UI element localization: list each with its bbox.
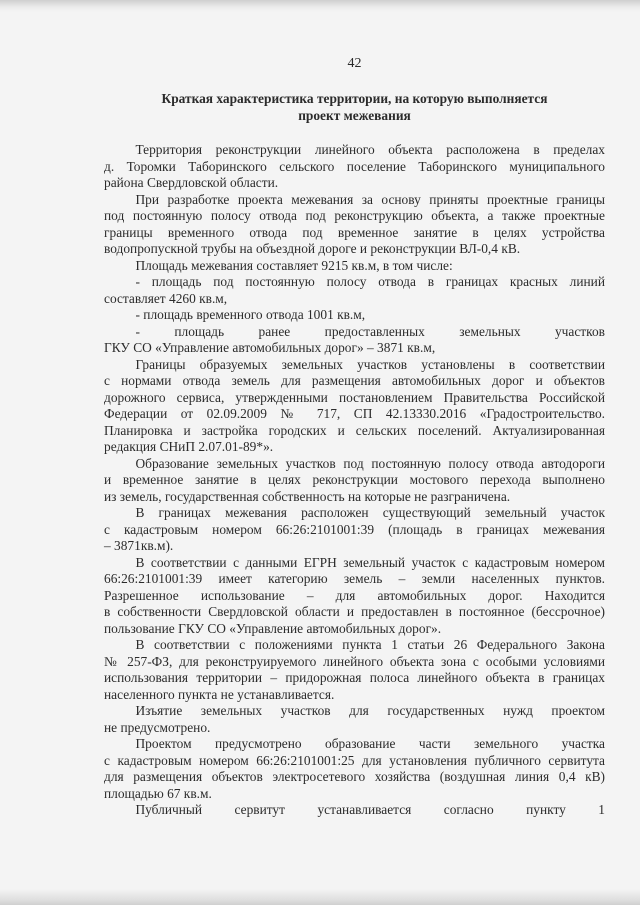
paragraph-line: Границы образуемых земельных участков установлены в соответствии	[135, 356, 605, 372]
paragraph-line: и временное занятие в целях реконструкции мостового перехода выполнено	[104, 472, 605, 487]
paragraph-line: Изъятие земельных участков для государственных нужд проектом	[135, 703, 605, 718]
paragraph-line: - площадь под постоянную полосу отвода в границах красных линий	[135, 274, 605, 289]
paragraph-line: под постоянную полосу отвода под реконструкцию объекта, а также проектные	[104, 208, 605, 223]
paragraph-line: границы временного отвода под временное занятие в целях устройства	[104, 224, 605, 240]
scan-bottom-shadow	[0, 889, 640, 905]
paragraph-line: При разработке проекта межевания за основу приняты проектные границы	[135, 191, 605, 207]
paragraph-line: 66:26:2101001:39 имеет категорию земель – земли населенных пунктов.	[104, 571, 605, 586]
paragraph-line: Публичный сервитут устанавливается согласно пункту 1	[135, 802, 605, 817]
paragraph-line: с кадастровым номером 66:26:2101001:39 (площадь в границах межевания	[104, 521, 605, 537]
paragraph-line: использования территории – придорожная полоса линейного объекта в границах	[104, 670, 605, 685]
paragraph-line: с нормами отвода земель для размещения автомобильных дорог и объектов	[104, 373, 605, 388]
paragraph-line: дорожного сервиса, утвержденными постановлением Правительства Российской	[104, 389, 605, 405]
paragraph-line: пользование ГКУ СО «Управление автомобильных дорог».	[104, 620, 442, 636]
paragraph-line: Площадь межевания составляет 9215 кв.м, в том числе:	[135, 257, 453, 273]
paragraph-line: в собственности Свердловской области и предоставлен в постоянное (бессрочное)	[104, 604, 605, 619]
paragraph-line: площадью 67 кв.м.	[104, 785, 212, 801]
paragraph-line: - площадь ранее предоставленных земельных участков	[135, 323, 605, 339]
paragraph-line: - площадь временного отвода 1001 кв.м,	[135, 307, 366, 322]
paragraph-line: Территория реконструкции линейного объекта расположена в пределах	[135, 142, 605, 157]
title-line: Краткая характеристика территории, на которую выполняется	[161, 91, 548, 106]
document-page	[104, 56, 605, 819]
paragraph-line: составляет 4260 кв.м,	[104, 290, 228, 306]
page-title	[104, 91, 605, 124]
title-line: проект межевания	[298, 107, 411, 123]
paragraph-line: № 257-ФЗ, для реконструируемого линейного объекта зона с особыми условиями	[104, 653, 605, 669]
paragraph-line: ГКУ СО «Управление автомобильных дорог» – 3871 кв.м,	[104, 340, 436, 355]
paragraph-line: В соответствии с положениями пункта 1 статьи 26 Федерального Закона	[135, 637, 605, 652]
paragraph-line: для размещения объектов электросетевого хозяйства (воздушная линия 0,4 кВ)	[104, 769, 605, 784]
paragraph-line: – 3871кв.м).	[104, 538, 174, 553]
paragraph-line: водопропускной трубы на объездной дороге и реконструкции ВЛ-0,4 кВ.	[104, 241, 521, 256]
paragraph-line: редакция СНиП 2.07.01-89*».	[104, 439, 274, 454]
paragraph-line: района Свердловской области.	[104, 175, 279, 190]
paragraph-line: Проектом предусмотрено образование части земельного участка	[135, 736, 605, 751]
paragraph-line: Образование земельных участков под постоянную полосу отвода автодороги	[135, 455, 605, 471]
paragraph-line: из земель, государственная собственность на которые не разграничена.	[104, 488, 511, 504]
paragraph-line: Планировка и застройка городских и сельских поселений. Актуализированная	[104, 422, 605, 438]
body-text	[104, 142, 605, 819]
scan-top-shadow	[0, 0, 640, 12]
paragraph-line: Федерации от 02.09.2009 № 717, СП 42.13330.2016 «Градостроительство.	[104, 406, 605, 421]
paragraph-line: населенного пункта не устанавливается.	[104, 686, 335, 702]
paragraph-line: В границах межевания расположен существующий земельный участок	[135, 505, 605, 520]
paragraph-line: Разрешенное использование – для автомобильных дорог. Находится	[104, 587, 605, 603]
paragraph-line: не предусмотрено.	[104, 719, 211, 735]
paragraph-line: В соответствии с данными ЕГРН земельный участок с кадастровым номером	[135, 554, 605, 570]
paragraph-line: с кадастровым номером 66:26:2101001:25 для установления публичного сервитута	[104, 752, 605, 768]
page-number: 42	[347, 56, 362, 71]
paragraph-line: д. Торомки Таборинского сельского поселение Таборинского муниципального	[104, 158, 605, 174]
